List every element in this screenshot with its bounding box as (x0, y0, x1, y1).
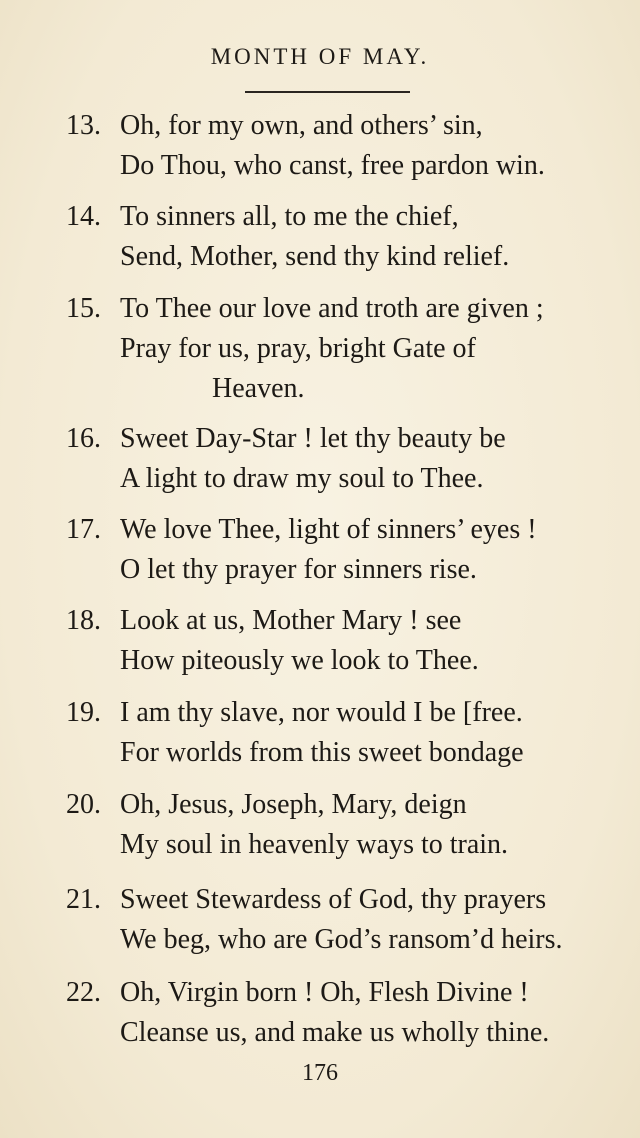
verse-line: For worlds from this sweet bondage (120, 737, 524, 768)
stanza-number: 18. (66, 605, 101, 636)
verse-line: I am thy slave, nor would I be [free. (120, 697, 523, 728)
verse-line: We beg, who are God’s ransom’d heirs. (120, 924, 563, 955)
stanza-number: 22. (66, 977, 101, 1008)
stanza-number: 14. (66, 201, 101, 232)
verse-line: Cleanse us, and make us wholly thine. (120, 1017, 550, 1048)
page-number: 176 (302, 1060, 338, 1086)
verse-line: Pray for us, pray, bright Gate of (120, 333, 476, 364)
stanza-number: 19. (66, 697, 101, 728)
verse-line: We love Thee, light of sinners’ eyes ! (120, 514, 537, 545)
verse-line: Oh, for my own, and others’ sin, (120, 110, 483, 141)
stanza-number: 15. (66, 293, 101, 324)
verse-line: My soul in heavenly ways to train. (120, 829, 509, 860)
verse-line-continuation: Heaven. (212, 373, 305, 404)
verse-line: Sweet Day-Star ! let thy beauty be (120, 423, 506, 454)
header-rule (245, 91, 410, 93)
stanza-number: 16. (66, 423, 101, 454)
verse-line: To sinners all, to me the chief, (120, 201, 459, 232)
verse-line: Do Thou, who canst, free pardon win. (120, 150, 545, 181)
verse-line: A light to draw my soul to Thee. (120, 463, 484, 494)
stanza-number: 17. (66, 514, 101, 545)
stanza-number: 13. (66, 110, 101, 141)
running-head: MONTH OF MAY. (210, 44, 430, 69)
stanza-number: 20. (66, 789, 101, 820)
verse-line: Send, Mother, send thy kind relief. (120, 241, 510, 272)
verse-line: Oh, Virgin born ! Oh, Flesh Divine ! (120, 977, 529, 1008)
verse-line: Look at us, Mother Mary ! see (120, 605, 462, 636)
verse-line: How piteously we look to Thee. (120, 645, 479, 676)
verse-line: Sweet Stewardess of God, thy prayers (120, 884, 547, 915)
verse-line: O let thy prayer for sinners rise. (120, 554, 477, 585)
stanza-number: 21. (66, 884, 101, 915)
verse-line: Oh, Jesus, Joseph, Mary, deign (120, 789, 467, 820)
verse-line: To Thee our love and troth are given ; (120, 293, 544, 324)
